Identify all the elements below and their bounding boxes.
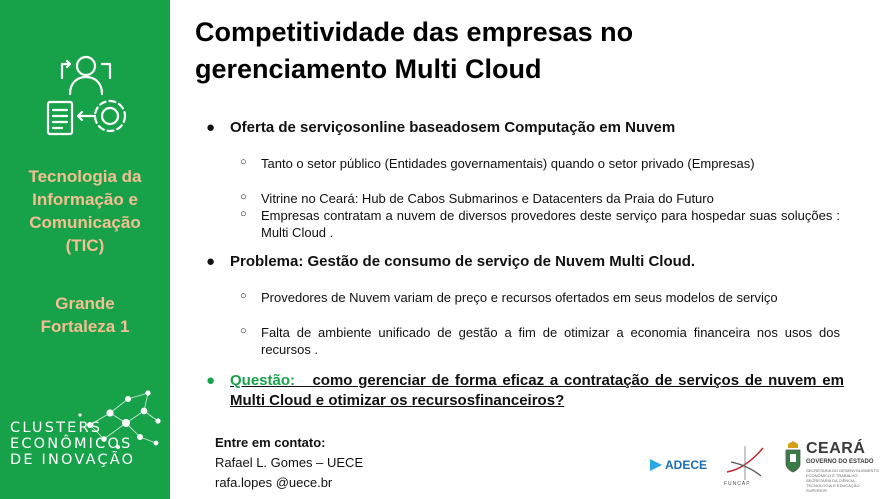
sub-bullet: ○: [240, 191, 247, 203]
question-label: Questão:: [230, 372, 296, 389]
list-item-text: Vitrine no Ceará: Hub de Cabos Submarinos e Datacenters da Praia do Futuro: [261, 191, 714, 206]
adece-label: ADECE: [665, 458, 708, 472]
sidebar-region-line: Fortaleza 1: [40, 317, 130, 336]
list-item: [240, 155, 840, 172]
sidebar-title-line: (TIC): [65, 236, 105, 255]
secretaria-label: SECRETARIA DO DESENVOLVIMENTO ECONÔMICO E TRABALHO: [806, 468, 879, 478]
list-item: [240, 289, 840, 306]
list-item: [240, 324, 840, 358]
adece-icon: [650, 459, 662, 471]
bullet-dot: ●: [206, 119, 216, 136]
sidebar-title-line: Comunicação: [29, 213, 141, 232]
question-text: como gerenciar de forma eficaz a contratação de serviços de nuvem em Multi Cloud e otimizar os recursosfinanceiros?: [230, 372, 844, 409]
section1-heading: Oferta de serviçosonline baseadosem Computação em Nuvem: [230, 119, 676, 136]
list-item-text: Tanto o setor público (Entidades governamentais) quando o setor privado (Empresas): [261, 156, 755, 171]
brand-line: ECONÔMICOS: [10, 436, 133, 452]
page-title-line: Competitividade das empresas no: [195, 17, 634, 47]
sidebar-title-line: Tecnologia da: [28, 167, 142, 186]
sidebar-region: [0, 292, 170, 338]
sub-bullet: ○: [240, 208, 247, 220]
management-gear-icon: [40, 52, 132, 140]
list-item-text: Empresas contratam a nuvem de diversos provedores deste serviço para hospedar suas soluções : Multi Cloud .: [261, 208, 840, 240]
sidebar-title-line: Informação e: [32, 190, 138, 209]
section2-bullet: [206, 252, 856, 272]
sub-bullet: ○: [240, 156, 247, 168]
brand-line: DE INOVAÇÃO: [10, 452, 136, 468]
governo-label: GOVERNO DO ESTADO: [806, 459, 874, 465]
contact-heading: Entre em contato:: [215, 435, 326, 450]
section1-bullet: [206, 118, 856, 138]
question-text-block: [230, 371, 844, 411]
sub-bullet: ○: [240, 325, 247, 337]
brand-line: CLUSTERS: [10, 420, 103, 436]
adece-logo: [650, 458, 707, 472]
section2-heading: Problema: Gestão de consumo de serviço de Nuvem Multi Cloud.: [230, 253, 696, 270]
contact-block: [215, 433, 363, 493]
list-item-text: Provedores de Nuvem variam de preço e recursos ofertados em seus modelos de serviço: [261, 290, 778, 305]
secretaria-label: SECRETARIA DA CIÊNCIA, TECNOLOGIA E EDUCAÇÃO SUPERIOR: [806, 478, 860, 493]
page-title-line: gerenciamento Multi Cloud: [195, 54, 542, 84]
list-item: [240, 207, 840, 241]
ceara-label: CEARÁ: [806, 440, 866, 457]
contact-name: Rafael L. Gomes – UECE: [215, 455, 364, 470]
list-item-text: Falta de ambiente unificado de gestão a fim de otimizar a economia financeira nos usos dos recursos .: [261, 325, 840, 357]
page-title: [195, 14, 865, 88]
sub-bullet: ○: [240, 290, 247, 302]
ceara-crest-icon: [782, 440, 804, 474]
question-bullet: [206, 371, 844, 411]
clusters-brand: [10, 420, 135, 468]
bullet-dot: ●: [206, 253, 216, 270]
list-item: [240, 190, 840, 207]
sidebar-region-line: Grande: [55, 294, 115, 313]
sidebar: [0, 0, 170, 499]
bullet-dot: ●: [206, 372, 216, 389]
funcap-label: FUNCAP: [724, 481, 751, 487]
contact-email[interactable]: rafa.lopes @uece.br: [215, 475, 333, 490]
partner-logos: [648, 438, 880, 493]
sidebar-title: [0, 165, 170, 257]
funcap-logo-icon: [721, 442, 769, 486]
